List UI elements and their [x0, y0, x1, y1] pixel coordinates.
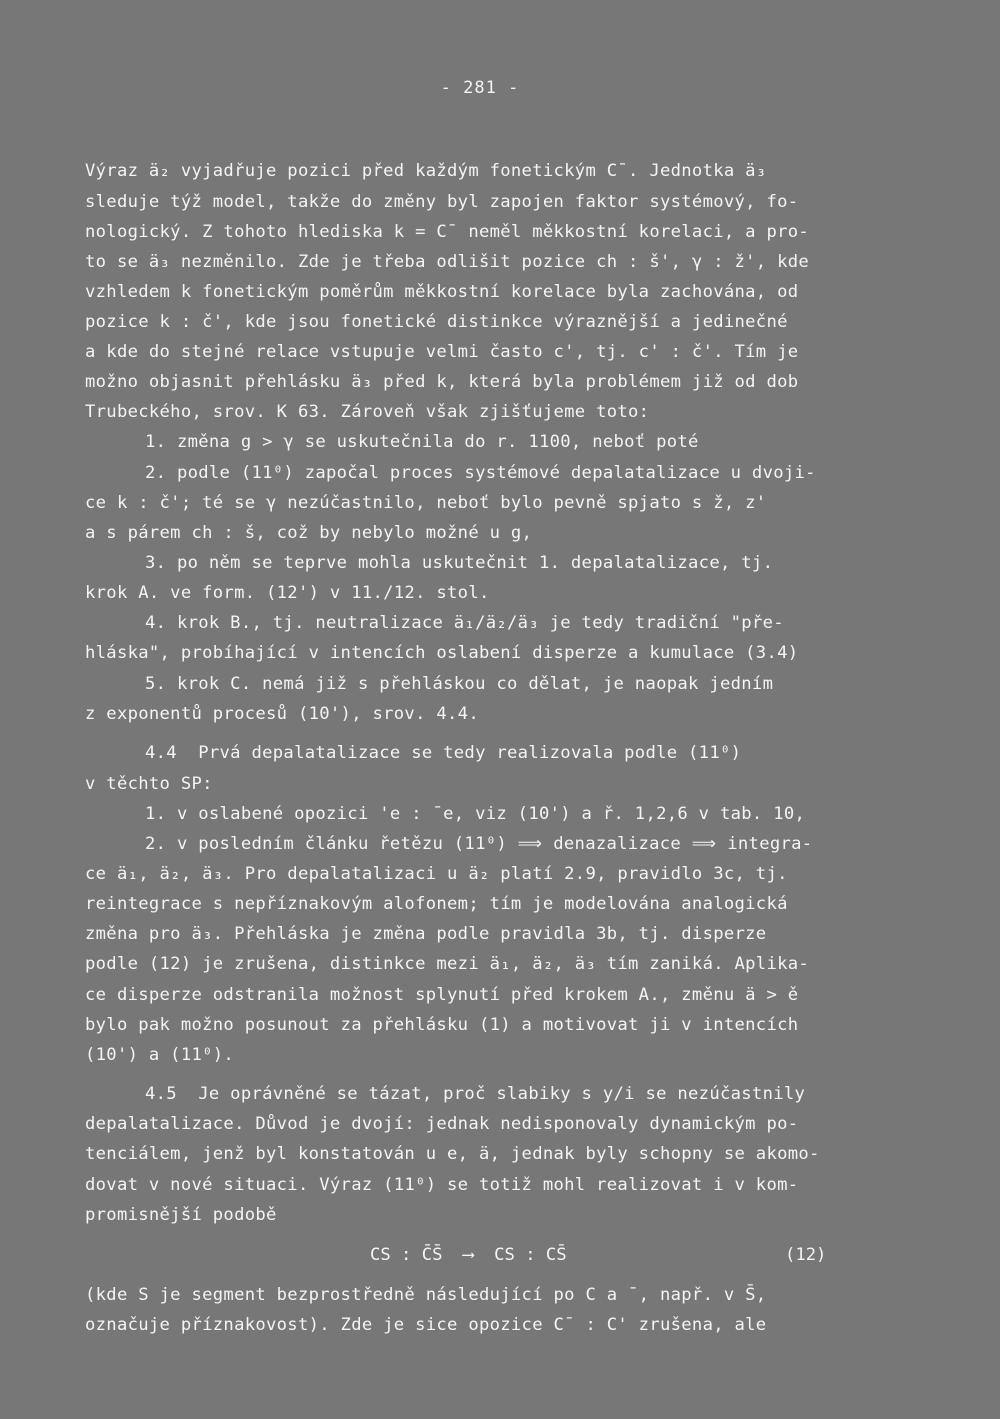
text-line: to se ä₃ nezměnilo. Zde je třeba odlišit pozice ch : š', γ : ž', kde: [85, 252, 810, 272]
text-line: nologický. Z tohoto hlediska k = C¯ neměl měkkostní korelaci, a pro-: [85, 222, 810, 242]
text-line: 2. podle (11⁰) započal proces systémové depalatalizace u dvoji-: [145, 463, 816, 483]
text-line: Výraz ä₂ vyjadřuje pozici před každým fonetickým C¯. Jednotka ä₃: [85, 161, 767, 181]
text-line: v těchto SP:: [85, 774, 213, 794]
text-line: 2. v posledním článku řetězu (11⁰) ⟹ denazalizace ⟹ integra-: [145, 834, 813, 854]
text-line: 4. krok B., tj. neutralizace ä₁/ä₂/ä₃ je tedy tradiční "pře-: [145, 613, 784, 633]
text-line: podle (12) je zrušena, distinkce mezi ä₁, ä₂, ä₃ tím zaniká. Aplika-: [85, 954, 810, 974]
text-line: 4.4 Prvá depalatalizace se tedy realizovala podle (11⁰): [145, 743, 742, 763]
text-line: Trubeckého, srov. K 63. Zároveň však zjišťujeme toto:: [85, 402, 650, 422]
text-line: reintegrace s nepříznakovým alofonem; tím je modelována analogická: [85, 894, 788, 914]
text-line: označuje příznakovost). Zde je sice opozice C¯ : C' zrušena, ale: [85, 1315, 767, 1335]
text-line: ce disperze odstranila možnost splynutí před krokem A., změnu ä > ě: [85, 985, 799, 1005]
text-line: dovat v nové situaci. Výraz (11⁰) se totiž mohl realizovat i v kom-: [85, 1175, 799, 1195]
text-line: 4.5 Je oprávněné se tázat, proč slabiky s y/i se nezúčastnily: [145, 1084, 806, 1104]
text-line: 3. po něm se teprve mohla uskutečnit 1. depalatalizace, tj.: [145, 553, 774, 573]
text-line: (10') a (11⁰).: [85, 1045, 235, 1065]
text-line: a s párem ch : š, což by nebylo možné u g,: [85, 523, 533, 543]
equation-12: CS : C̄S̄ ⟶ CS : CS̄: [370, 1245, 567, 1265]
text-line: a kde do stejné relace vstupuje velmi často c', tj. c' : č'. Tím je: [85, 342, 799, 362]
text-line: možno objasnit přehlásku ä₃ před k, která byla problémem již od dob: [85, 372, 799, 392]
text-line: hláska", probíhající v intencích oslabení disperze a kumulace (3.4): [85, 643, 799, 663]
page-number: - 281 -: [440, 78, 520, 98]
equation-number: (12): [785, 1245, 827, 1265]
text-line: sleduje týž model, takže do změny byl zapojen faktor systémový, fo-: [85, 192, 799, 212]
text-line: ce k : č'; té se γ nezúčastnilo, neboť bylo pevně spjato s ž, z': [85, 493, 767, 513]
text-line: bylo pak možno posunout za přehlásku (1) a motivovat ji v intencích: [85, 1015, 799, 1035]
text-line: krok A. ve form. (12') v 11./12. stol.: [85, 583, 490, 603]
text-line: tenciálem, jenž byl konstatován u e, ä, jednak byly schopny se akomo-: [85, 1144, 820, 1164]
text-line: ce ä₁, ä₂, ä₃. Pro depalatalizaci u ä₂ platí 2.9, pravidlo 3c, tj.: [85, 864, 788, 884]
text-line: pozice k : č', kde jsou fonetické distinkce výraznější a jedinečné: [85, 312, 788, 332]
text-line: 5. krok C. nemá již s přehláskou co dělat, je naopak jedním: [145, 674, 774, 694]
text-line: z exponentů procesů (10'), srov. 4.4.: [85, 704, 479, 724]
text-line: 1. změna g > γ se uskutečnila do r. 1100, neboť poté: [145, 432, 699, 452]
text-line: vzhledem k fonetickým poměrům měkkostní korelace byla zachována, od: [85, 282, 799, 302]
text-line: (kde S je segment bezprostředně následující po C a ¯, např. v S̄,: [85, 1285, 767, 1305]
text-line: promisnější podobě: [85, 1205, 277, 1225]
text-line: depalatalizace. Důvod je dvojí: jednak nedisponovaly dynamickým po-: [85, 1114, 799, 1134]
text-line: 1. v oslabené opozici 'e : ¯e, viz (10') a ř. 1,2,6 v tab. 10,: [145, 804, 806, 824]
text-line: změna pro ä₃. Přehláska je změna podle pravidla 3b, tj. disperze: [85, 924, 767, 944]
